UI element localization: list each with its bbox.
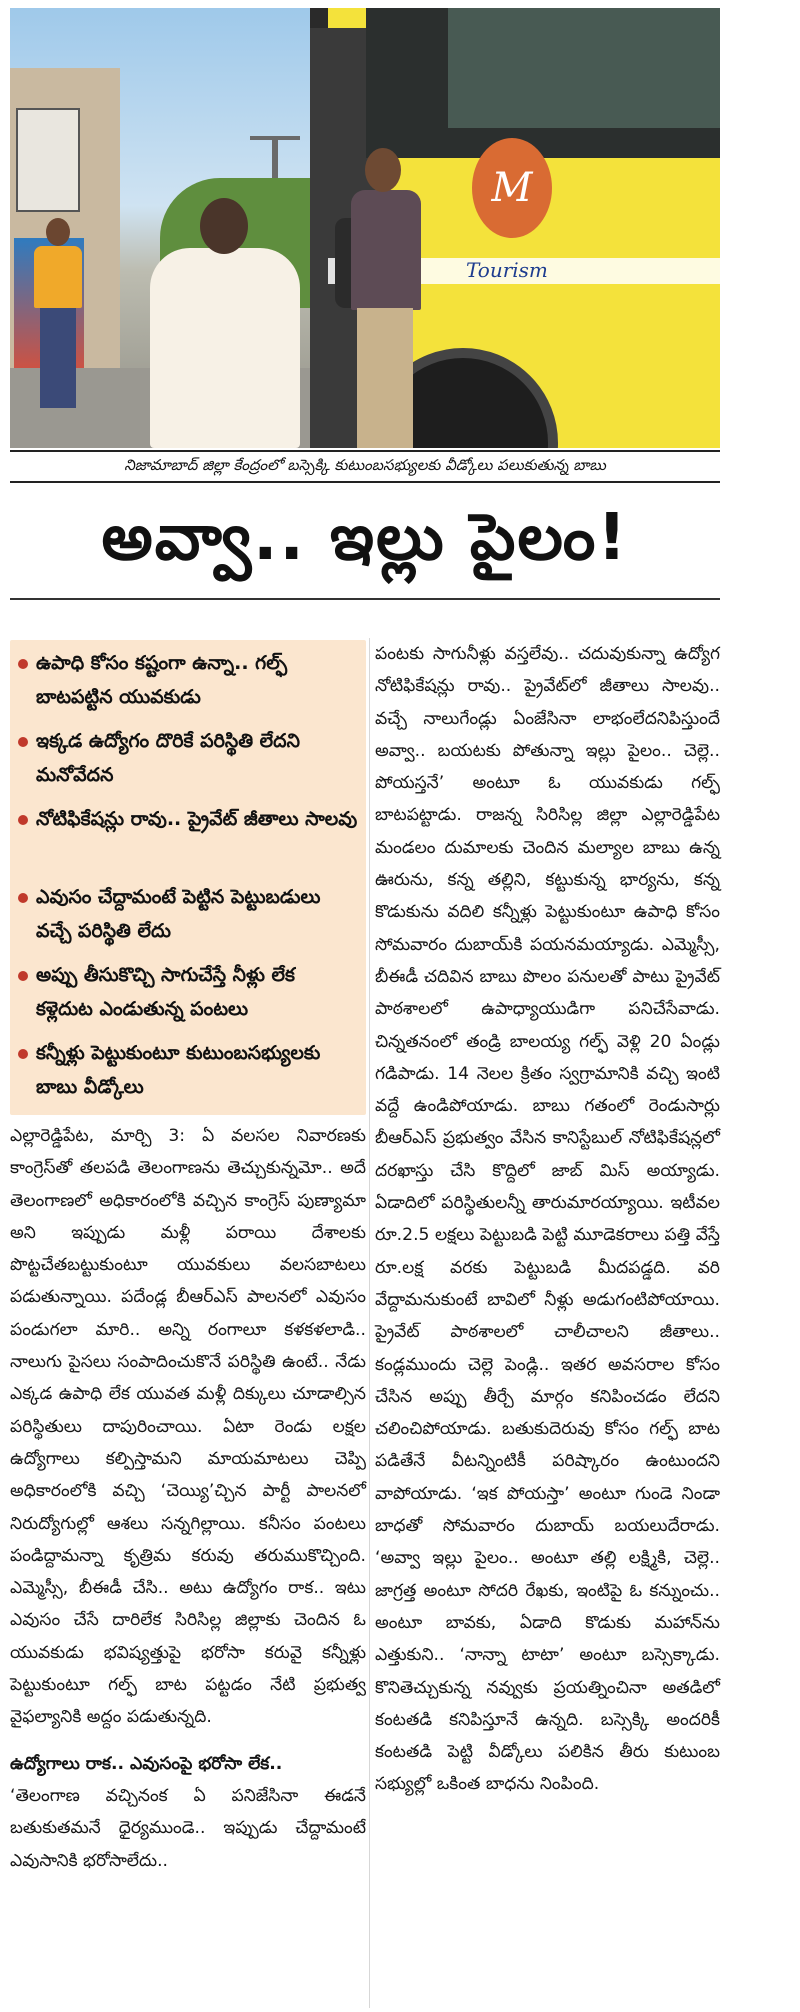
highlight-item: కన్నీళ్లు పెట్టుకుంటూ కుటుంబసభ్యులకు బాబు వీడ్కోలు (18, 1036, 358, 1104)
shop-sign (16, 108, 80, 212)
column-divider (369, 638, 370, 2008)
highlight-item: ఉపాధి కోసం కష్టంగా ఉన్నా.. గల్ఫ్ బాటపట్టిన యువకుడు (18, 646, 358, 714)
highlights-box (10, 640, 366, 1115)
article-paragraph: ‘తెలంగాణ వచ్చినంక ఏ పనిజేసినా ఈడనే బతుకుతమనే ధైర్యముండె.. ఇప్పుడు చేద్దామంటే ఎవుసానికి భరోసాలేదు.. (10, 1785, 366, 1871)
bullet-icon (18, 1049, 28, 1059)
article-column-left (10, 1120, 366, 1877)
bus-logo-icon: M (472, 138, 552, 238)
bullet-icon (18, 815, 28, 825)
article-paragraph: పంటకు సాగునీళ్లు వస్తలేవు.. చదువుకున్నా ఉద్యోగ నోటిఫికేషన్లు రావు.. ప్రైవేట్‌లో జీతాలు సాలవు.. వచ్చే నాలుగేండ్లు ఏంజేసినా లాభంలేదనిపిస్తుందే అవ్వా.. బయటకు పోతున్నా ఇల్లు పైలం.. చెల్లె.. పోయస్తనే’ అంటూ ఓ యువకుడు గల్ఫ్ బాటపట్టాడు. రాజన్న సిరిసిల్ల జిల్లా ఎల్లారెడ్డిపేట మండలం దుమాలకు చెందిన మల్యాల బాబు ఉన్న ఊరును, కన్న తల్లిని, కట్టుకున్న భార్యను, కన్న కొడుకును వదిలి కన్నీళ్లు పెట్టుకుంటూ ఉపాధి కోసం సోమవారం దుబాయ్‌కి పయనమయ్యాడు. ఎమ్మెస్సీ, బీఈడీ చదివిన బాబు పొలం పనులతో పాటు ప్రైవేట్ పాఠశాలలో ఉపాధ్యాయుడిగా పనిచేసేవాడు. చిన్నతనంలో తండ్రి బాలయ్య గల్ఫ్ వెళ్లి 20 ఏండ్లు గడిపాడు. 14 నెలల క్రితం స్వగ్రామానికి వచ్చి ఇంటి వద్దే ఉండిపోయాడు. బాబు గతంలో రెండుసార్లు బీఆర్ఎస్ ప్రభుత్వం వేసిన కానిస్టేబుల్ నోటిఫికేషన్లలో దరఖాస్తు చేసి కొద్దిలో జాబ్ మిస్ అయ్యాడు. ఏడాదిలో పరిస్థితులన్నీ తారుమారయ్యాయి. ఇటీవల రూ.2.5 లక్షలు పెట్టుబడి పెట్టి మూడెకరాలు పత్తి వేస్తే రూ.లక్ష వరకు పెట్టుబడి మీదపడ్డది. వరి వేద్దామనుకుంటే బావిలో నీళ్లు అడుగంటిపోయాయి. ప్రైవేట్ పాఠశాలలో చాలీచాలని జీతాలు.. కండ్లముందు చెల్లె పెండ్లి.. ఇతర అవసరాల కోసం చేసిన అప్పు తీర్చే మార్గం కనిపించడం లేదని చలించిపోయాడు. బతుకుదెరువు కోసం గల్ఫ్ బాట పడితేనే వీటన్నింటికీ పరిష్కారం ఉంటుందని వాపోయాడు. ‘ఇక పోయస్తా’ అంటూ గుండె నిండా బాధతో సోమవారం దుబాయ్ బయలుదేరాడు. ‘అవ్వా ఇల్లు పైలం.. అంటూ తల్లి లక్ష్మికి, చెల్లె.. జాగ్రత్త అంటూ సోదరి రేఖకు, ఇంటిపై ఓ కన్నుంచు.. అంటూ బావకు, ఏడాది కొడుకు మహాన్‌ను ఎత్తుకుని.. ‘నాన్నా టాటా’ అంటూ బస్సెక్కాడు. కొనితెచ్చుకున్న నవ్వుకు ప్రయత్నించినా అతడిలో కంటతడి కనిపిస్తూనే ఉన్నది. బస్సెక్కి అందరికీ కంటతడి పెట్టి వీడ్కోలు పలికిన తీరు కుటుంబ సభ్యుల్లో ఒకింత బాధను నింపింది. (375, 644, 720, 1795)
article-column-right (375, 638, 720, 1801)
highlight-item: నోటిఫికేషన్లు రావు.. ప్రైవేట్ జీతాలు సాలవు (18, 802, 358, 836)
bullet-icon (18, 971, 28, 981)
highlight-item: ఇక్కడ ఉద్యోగం దొరికే పరిస్థితి లేదని మనోవేదన (18, 724, 358, 792)
bystander-person (30, 218, 86, 408)
news-photo (10, 8, 720, 448)
article-paragraph: ఎల్లారెడ్డిపేట, మార్చి 3: ఏ వలసల నివారణకు కాంగ్రెస్‌తో తలపడి తెలంగాణను తెచ్చుకున్నమో.. అదే తెలంగాణలో అధికారంలోకి వచ్చిన కాంగ్రెస్ పుణ్యామా అని ఇప్పుడు మళ్లీ పరాయి దేశాలకు పొట్టచేతబట్టుకుంటూ యువకులు వలసబాటలు పడుతున్నాయి. పదేండ్ల బీఆర్ఎస్ పాలనలో ఎవుసం పండుగలా మారి.. అన్ని రంగాలూ కళకళలాడి.. నాలుగు పైసలు సంపాదించుకొనే పరిస్థితి ఉంటే.. నేడు ఎక్కడ ఉపాధి లేక యువత మళ్లీ దిక్కులు చూడాల్సిన పరిస్థితులు దాపురించాయి. ఏటా రెండు లక్షల ఉద్యోగాలు కల్పిస్తామని మాయమాటలు చెప్పి అధికారంలోకి వచ్చి ‘చెయ్యి’చ్చిన పార్టీ పాలనలో నిరుద్యోగుల్లో ఆశలు సన్నగిల్లాయి. కనీసం పంటలు పండిద్దామన్నా కృత్రిమ కరువు తరుముకొచ్చింది. ఎమ్మెస్సీ, బీఈడీ చేసి.. అటు ఉద్యోగం రాక.. ఇటు ఎవుసం చేసే దారిలేక సిరిసిల్ల జిల్లాకు చెందిన ఓ యువకుడు భవిష్యత్తుపై భరోసా కరువై కన్నీళ్లు పెట్టుకుంటూ గల్ఫ్ బాట పట్టడం నేటి ప్రభుత్వ వైఫల్యానికి అద్దం పడుతున్నది. (10, 1126, 366, 1728)
bus-logo-text: Tourism (466, 258, 548, 282)
headline-divider (10, 598, 720, 600)
person-boarding-bus (335, 148, 425, 448)
highlight-item: అప్పు తీసుకొచ్చి సాగుచేస్తే నీళ్లు లేక కళ్లెదుట ఎండుతున్న పంటలు (18, 958, 358, 1026)
highlight-item: ఎవుసం చేద్దామంటే పెట్టిన పెట్టుబడులు వచ్చే పరిస్థితి లేదు (18, 880, 358, 948)
bullet-icon (18, 737, 28, 747)
bullet-icon (18, 893, 28, 903)
bullet-icon (18, 659, 28, 669)
headline: అవ్వా.. ఇల్లు పైలం! (101, 501, 629, 575)
article-subheading: ఉద్యోగాలు రాక.. ఎవుసంపై భరోసా లేక.. (10, 1753, 283, 1774)
photo-caption: నిజామాబాద్ జిల్లా కేంద్రంలో బస్సెక్కి కుటుంబసభ్యులకు వీడ్కోలు పలుకుతున్న బాబు (10, 450, 720, 483)
person-white-shirt (130, 198, 320, 448)
